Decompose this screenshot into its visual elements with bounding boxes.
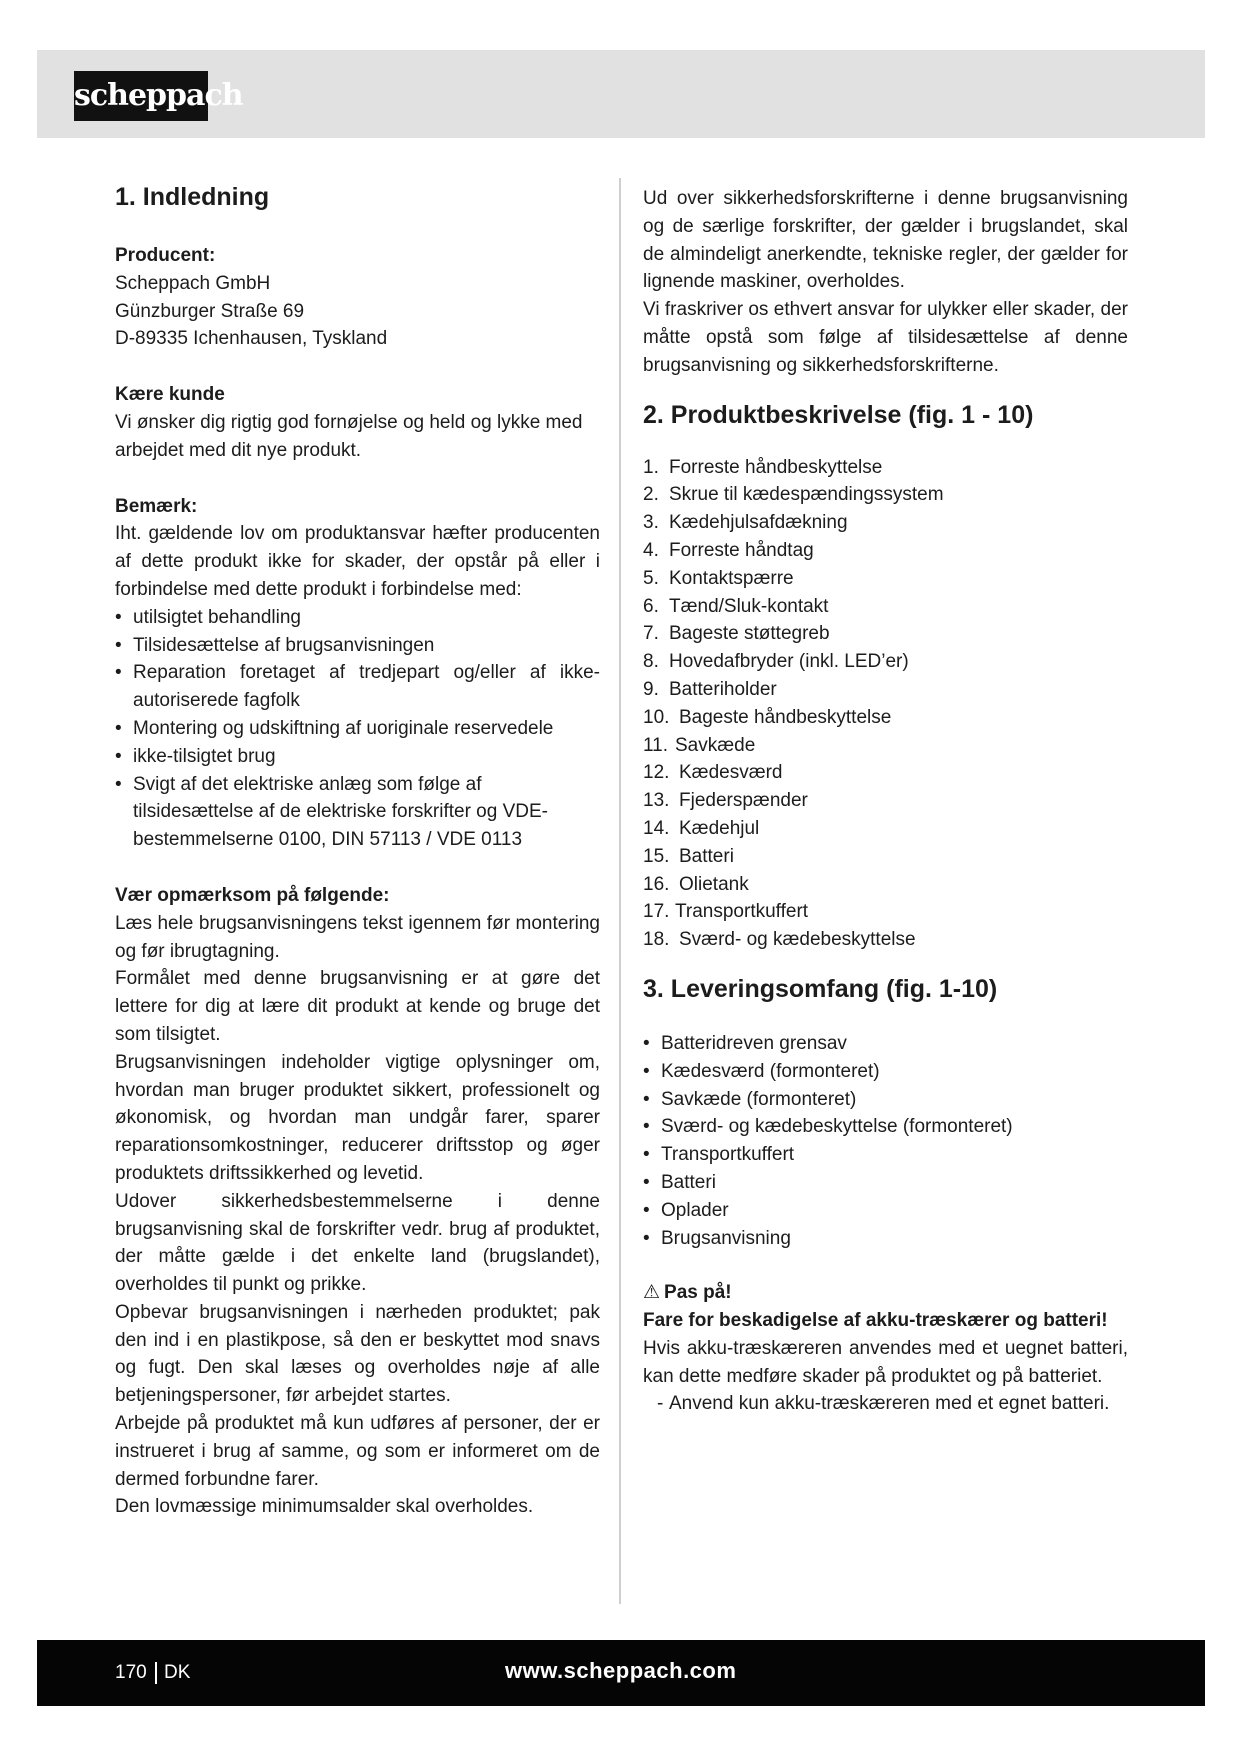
manufacturer-line: D-89335 Ichenhausen, Tyskland bbox=[115, 328, 388, 350]
list-item: • Oplader bbox=[643, 1197, 1128, 1225]
scope-list bbox=[643, 1030, 1128, 1252]
left-column bbox=[115, 180, 600, 1521]
column-divider bbox=[619, 178, 621, 1604]
page-footer bbox=[37, 1640, 1205, 1706]
list-item: 3. Kædehjulsafdækning bbox=[643, 512, 848, 534]
list-item: • Sværd- og kædebeskyttelse (formonteret) bbox=[643, 1113, 1128, 1141]
list-item: 7. Bageste støttegreb bbox=[643, 623, 830, 645]
list-item: 4. Forreste håndtag bbox=[643, 539, 814, 561]
parts-list bbox=[643, 454, 1128, 954]
list-item: 8. Hovedafbryder (inkl. LED’er) bbox=[643, 651, 909, 673]
note-list bbox=[115, 604, 600, 854]
list-item: 12. Kædesværd bbox=[643, 762, 783, 784]
right-column bbox=[643, 185, 1128, 1418]
list-item: • Svigt af det elektriske anlæg som følge af tilsidesættelse af de elektriske forskrifter og VDE-bestemmelserne 0100, DIN 57113 / VDE 0113 bbox=[115, 771, 600, 854]
list-item: • Montering og udskiftning af uoriginale reservedele bbox=[115, 715, 600, 743]
section-2-title: 2. Produktbeskrivelse (fig. 1 - 10) bbox=[643, 400, 1034, 429]
section-3-title: 3. Leveringsomfang (fig. 1-10) bbox=[643, 974, 998, 1003]
list-item: 5. Kontaktspærre bbox=[643, 567, 794, 589]
attention-label: Vær opmærksom på følgende: bbox=[115, 884, 390, 906]
intro-paragraph: Ud over sikkerhedsforskrifterne i denne brugsanvisning og de særlige forskrifter, der gælder i brugslandet, skal de almindeligt anerkendte, tekniske regler, der gælder for lignende maskiner, overholdes. bbox=[643, 188, 1128, 293]
page-number: 170 bbox=[115, 1662, 147, 1683]
list-item: • Reparation foretaget af tredjepart og/eller af ikke-autoriserede fagfolk bbox=[115, 659, 600, 715]
list-item: 6. Tænd/Sluk-kontakt bbox=[643, 595, 829, 617]
list-item: • Savkæde (formonteret) bbox=[643, 1086, 1128, 1114]
manufacturer-line: Scheppach GmbH bbox=[115, 272, 271, 294]
list-item: • Tilsidesættelse af brugsanvisningen bbox=[115, 632, 600, 660]
list-item: 13. Fjederspænder bbox=[643, 790, 808, 812]
warning-subtitle: Fare for beskadigelse af akku-træskærer og batteri! bbox=[643, 1310, 1108, 1332]
dear-customer-label: Kære kunde bbox=[115, 384, 225, 406]
attention-paragraph: Opbevar brugsanvisningen i nærheden produktet; pak den ind i en plastikpose, så den er beskyttet mod snavs og fugt. Den skal læses og overholdes nøje af alle betjeningspersoner, før arbejdet startes. bbox=[115, 1301, 600, 1407]
attention-paragraph: Udover sikkerhedsbestemmelserne i denne brugsanvisning skal de forskrifter vedr. brug af produktet, der måtte gælde i det enkelte land (brugslandet), overholdes til punkt og prikke. bbox=[115, 1190, 600, 1296]
attention-paragraph: Arbejde på produktet må kun udføres af personer, der er instrueret i brug af samme, og som er informeret om de dermed forbundne farer. bbox=[115, 1413, 600, 1490]
list-item: • Brugsanvisning bbox=[643, 1225, 1128, 1253]
list-item: 17. Transportkuffert bbox=[643, 901, 809, 923]
footer-separator bbox=[155, 1662, 157, 1684]
attention-paragraph: Brugsanvisningen indeholder vigtige oplysninger om, hvordan man bruger produktet sikkert, professionelt og økonomisk, og hvordan man undgår farer, sparer reparationsomkostninger, reducerer driftsstop og øger produktets driftssikkerhed og levetid. bbox=[115, 1051, 600, 1184]
language-code: DK bbox=[164, 1662, 191, 1683]
list-item: • Kædesværd (formonteret) bbox=[643, 1058, 1128, 1086]
warning-text: Hvis akku-træskæreren anvendes med et uegnet batteri, kan dette medføre skader på produktet og på batteriet. bbox=[643, 1337, 1128, 1387]
page-header bbox=[37, 50, 1205, 138]
manufacturer-line: Günzburger Straße 69 bbox=[115, 300, 305, 322]
list-item: 9. Batteriholder bbox=[643, 678, 777, 700]
note-label: Bemærk: bbox=[115, 495, 198, 517]
list-item: • ikke-tilsigtet brug bbox=[115, 743, 600, 771]
manufacturer-label: Producent: bbox=[115, 245, 216, 266]
list-item: 10. Bageste håndbeskyttelse bbox=[643, 706, 892, 728]
intro-paragraph: Vi fraskriver os ethvert ansvar for ulykker eller skader, der måtte opstå som følge af tilsidesættelse af denne brugsanvisning og sikkerhedsforskrifterne. bbox=[643, 299, 1128, 376]
scheppach-logo: scheppach bbox=[74, 71, 208, 121]
warning-triangle-icon: ⚠ bbox=[643, 1282, 661, 1304]
attention-paragraph: Formålet med denne brugsanvisning er at gøre det lettere for dig at lære dit produkt at kende og bruge det som tilsigtet. bbox=[115, 968, 600, 1045]
list-item: 16. Olietank bbox=[643, 873, 749, 895]
list-item: 18. Sværd- og kædebeskyttelse bbox=[643, 929, 916, 951]
attention-paragraph: Læs hele brugsanvisningens tekst igennem før montering og før ibrugtagning. bbox=[115, 912, 600, 962]
list-item: 1. Forreste håndbeskyttelse bbox=[643, 456, 883, 478]
website-link[interactable]: www.scheppach.com bbox=[505, 1658, 737, 1683]
list-item: 11. Savkæde bbox=[643, 734, 756, 756]
section-1-title: 1. Indledning bbox=[115, 183, 270, 211]
note-text: Iht. gældende lov om produktansvar hæfter producenten af dette produkt ikke for skader, der opstår på eller i forbindelse med dette produkt i forbindelse med: bbox=[115, 523, 600, 600]
list-item: 15. Batteri bbox=[643, 845, 734, 867]
list-item: • utilsigtet behandling bbox=[115, 604, 600, 632]
warning-action: - Anvend kun akku-træskæreren med et egnet batteri. bbox=[643, 1390, 1128, 1418]
dear-customer-text: Vi ønsker dig rigtig god fornøjelse og held og lykke med arbejdet med dit nye produkt. bbox=[115, 411, 583, 461]
list-item: • Batteridreven grensav bbox=[643, 1030, 1128, 1058]
list-item: • Batteri bbox=[643, 1169, 1128, 1197]
list-item: 14. Kædehjul bbox=[643, 817, 760, 839]
warning-heading: ⚠ Pas på! bbox=[643, 1279, 1128, 1307]
list-item: • Transportkuffert bbox=[643, 1141, 1128, 1169]
list-item: 2. Skrue til kædespændingssystem bbox=[643, 484, 944, 506]
attention-paragraph: Den lovmæssige minimumsalder skal overholdes. bbox=[115, 1496, 534, 1518]
